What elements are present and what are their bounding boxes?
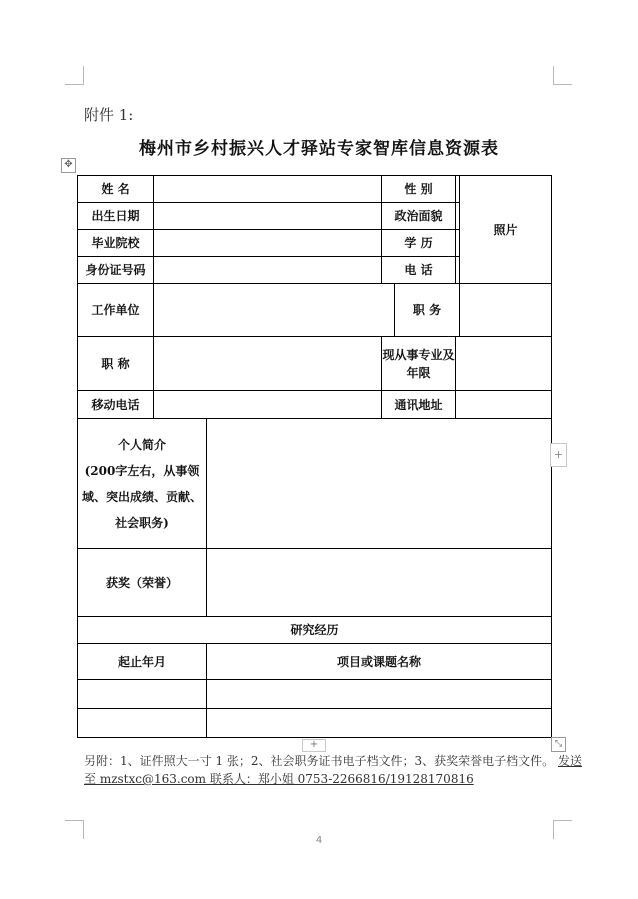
page-number: 4 <box>315 835 323 846</box>
photo-label: 照片 <box>493 222 518 237</box>
title-field[interactable] <box>154 337 382 391</box>
title-label: 职 称 <box>78 337 154 391</box>
education-field[interactable] <box>456 230 460 257</box>
position-field[interactable] <box>460 284 552 337</box>
mobile-field[interactable] <box>154 391 382 419</box>
footer-note-text: 另附：1、证件照大一寸 1 张；2、社会职务证书电子档文件；3、获奖荣誉电子档文件。 <box>84 754 555 768</box>
school-field[interactable] <box>154 230 382 257</box>
address-field[interactable] <box>456 391 552 419</box>
politics-field[interactable] <box>456 203 460 230</box>
margin-mark-top-right <box>553 66 572 85</box>
project-header: 项目或课题名称 <box>207 644 552 680</box>
work-unit-label: 工作单位 <box>78 284 154 337</box>
award-field[interactable] <box>207 549 552 617</box>
id-field[interactable] <box>154 257 382 284</box>
page-title: 梅州市乡村振兴人才驿站专家智库信息资源表 <box>139 139 499 159</box>
position-label: 职 务 <box>395 284 460 337</box>
photo-cell[interactable] <box>460 176 552 284</box>
phone-field[interactable] <box>456 257 460 284</box>
award-label: 获奖（荣誉） <box>78 549 207 617</box>
margin-mark-top-left <box>65 66 84 85</box>
intro-hint: (200字左右，从事领域、突出成绩、贡献、社会职务) <box>82 463 203 530</box>
period-header: 起止年月 <box>78 644 207 680</box>
phone-label: 电 话 <box>382 257 456 284</box>
research-project-field-2[interactable] <box>207 709 552 738</box>
address-label: 通讯地址 <box>382 391 456 419</box>
intro-label-cell <box>78 419 207 549</box>
specialty-label: 现从事专业及年限 <box>382 337 456 391</box>
research-project-field-1[interactable] <box>207 680 552 709</box>
birth-label: 出生日期 <box>78 203 154 230</box>
name-field[interactable] <box>154 176 382 203</box>
intro-field[interactable] <box>207 419 552 549</box>
footer-send-text: 发送至 mzstxc@163.com 联系人：郑小姐 0753-2266816/19128170816 <box>84 754 583 786</box>
research-period-field-1[interactable] <box>78 680 207 709</box>
gender-label: 性 别 <box>382 176 456 203</box>
footer-note <box>84 752 584 788</box>
attachment-label: 附件 1: <box>84 106 134 124</box>
resize-icon[interactable]: ⤡ <box>551 737 566 752</box>
specialty-field[interactable] <box>456 337 552 391</box>
id-label: 身份证号码 <box>78 257 154 284</box>
intro-label: 个人简介 <box>117 437 166 452</box>
research-header: 研究经历 <box>78 617 552 644</box>
research-period-field-2[interactable] <box>78 709 207 738</box>
expert-info-table <box>77 175 552 738</box>
add-column-icon[interactable]: + <box>550 443 567 467</box>
birth-field[interactable] <box>154 203 382 230</box>
work-unit-field[interactable] <box>154 284 395 337</box>
mobile-label: 移动电话 <box>78 391 154 419</box>
name-label: 姓 名 <box>78 176 154 203</box>
politics-label: 政治面貌 <box>382 203 456 230</box>
add-row-icon[interactable]: + <box>302 739 326 752</box>
education-label: 学 历 <box>382 230 456 257</box>
school-label: 毕业院校 <box>78 230 154 257</box>
move-icon[interactable]: ✥ <box>61 158 76 173</box>
